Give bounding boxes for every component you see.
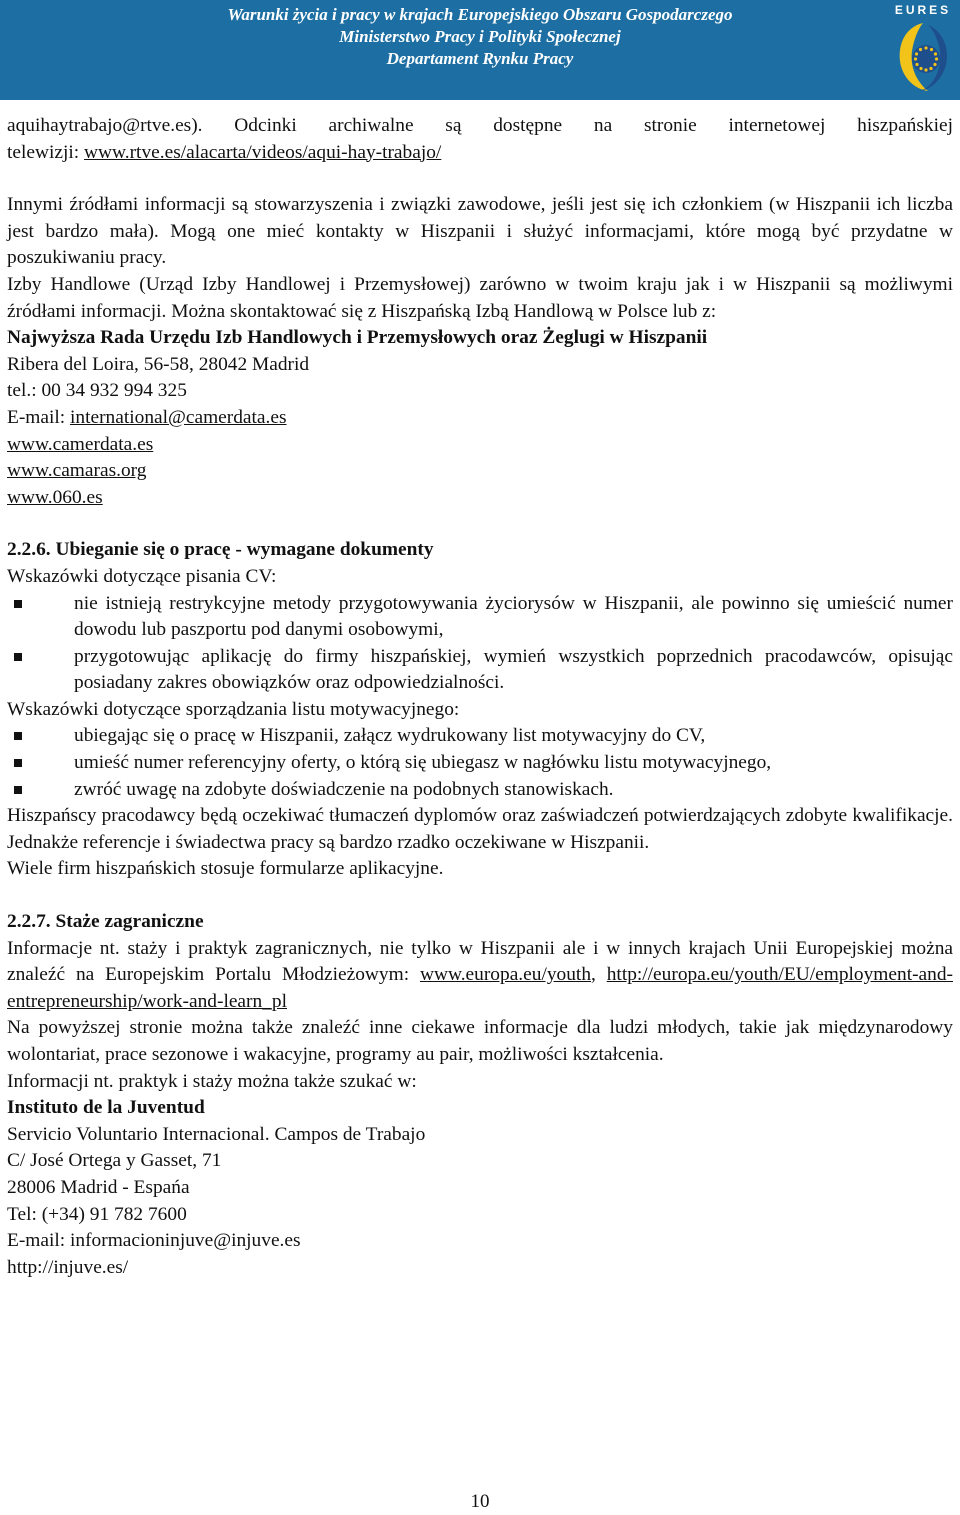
cv-bullet (7, 644, 953, 697)
intro-prefix: telewizji: (7, 141, 84, 163)
eures-emblem-icon (894, 19, 952, 95)
section-2-2-6-heading: 2.2.6. Ubieganie się o pracę - wymagane dokumenty (7, 539, 434, 561)
bullet-square-icon (14, 653, 22, 661)
header-line-3: Departament Rynku Pracy (386, 49, 574, 68)
internships-search-intro: Informacji nt. praktyk i staży można także szukać w: (7, 1070, 417, 1092)
eures-logo (888, 3, 958, 97)
org-website: http://injuve.es/ (7, 1256, 129, 1278)
chamber-name: Najwyższa Rada Urzędu Izb Handlowych i Przemysłowych oraz Żeglugi w Hiszpanii (7, 327, 708, 349)
email-label: E-mail: (7, 406, 71, 428)
bullet-square-icon (14, 786, 22, 794)
cv-bullet (7, 591, 953, 644)
chamber-email-link[interactable]: international@camerdata.es (70, 406, 287, 428)
header-line-1: Warunki życia i pracy w krajach Europejskiego Obszaru Gospodarczego (227, 5, 733, 24)
letter-bullet (7, 750, 953, 777)
bullet-square-icon (14, 759, 22, 767)
letter-bullet (7, 777, 953, 804)
letter-bullet (7, 723, 953, 750)
intro-line-1: aquihaytrabajo@rtve.es). Odcinki archiwalne są dostępne na stronie internetowej hiszpańskiej (7, 115, 953, 136)
letter-bullet-text: ubiegając się o pracę w Hiszpanii, załącz wydrukowany list motywacyjny do CV, (74, 725, 706, 747)
rtve-link[interactable]: www.rtve.es/alacarta/videos/aqui-hay-trabajo/ (84, 141, 442, 163)
org-name: Instituto de la Juventud (7, 1097, 205, 1119)
letter-bullet-text: zwróć uwagę na zdobyte doświadczenie na podobnych stanowiskach. (74, 778, 614, 800)
org-line-1: Servicio Voluntario Internacional. Campos de Trabajo (7, 1123, 426, 1145)
cv-bullet-text: nie istnieją restrykcyjne metody przygotowywania życiorysów w Hiszpanii, ale powinno się umieścić numer dowodu lub paszportu pod danymi osobowymi, (74, 592, 953, 641)
page-body (7, 113, 953, 1281)
org-tel: Tel: (+34) 91 782 7600 (7, 1203, 187, 1225)
application-forms-paragraph: Wiele firm hiszpańskich stosuje formularze aplikacyjne. (7, 858, 444, 880)
europa-work-learn-link[interactable]: http://europa.eu/youth/EU/employment-and-entrepreneurship/work-and-learn_pl (7, 964, 953, 1012)
link-separator: , (591, 964, 607, 986)
section-2-2-7-heading: 2.2.7. Staże zagraniczne (7, 911, 204, 933)
internships-paragraph (7, 936, 953, 1016)
bullet-square-icon (14, 732, 22, 740)
camerdata-link[interactable]: www.camerdata.es (7, 433, 154, 455)
chamber-tel: tel.: 00 34 932 994 325 (7, 380, 187, 402)
cv-bullet-text: przygotowując aplikację do firmy hiszpańskiej, wymień wszystkich poprzednich pracodawców, opisując posiadany zakres obowiązków oraz odpowiedzialności. (74, 645, 953, 694)
sources-paragraph-1: Innymi źródłami informacji są stowarzyszenia i związki zawodowe, jeśli jest się ich członkiem (w Hiszpanii ich liczba jest bardzo mała). Mogą one mieć kontakty w Hiszpanii i służyć informacjami, które mogą być przydatne w poszukiwaniu pracy. (7, 194, 953, 269)
org-city: 28006 Madrid - Espańa (7, 1176, 190, 1198)
060-link[interactable]: www.060.es (7, 486, 103, 508)
europa-youth-link[interactable]: www.europa.eu/youth (419, 964, 592, 986)
chamber-address: Ribera del Loira, 56-58, 28042 Madrid (7, 353, 310, 375)
camaras-link[interactable]: www.camaras.org (7, 460, 147, 482)
sources-paragraph-2: Izby Handlowe (Urząd Izby Handlowej i Przemysłowej) zarówno w twoim kraju jak i w Hiszpanii są możliwymi źródłami informacji. Można skontaktować się z Hiszpańską Izbą Handlową w Polsce lub z: (7, 273, 953, 322)
eures-logo-text: EURES (894, 3, 952, 17)
bullet-square-icon (14, 600, 22, 608)
chamber-email-line (7, 405, 953, 432)
org-email: E-mail: informacioninjuve@injuve.es (7, 1230, 301, 1252)
page-header (0, 0, 960, 100)
cv-tips-intro: Wskazówki dotyczące pisania CV: (7, 565, 277, 587)
employers-paragraph: Hiszpańscy pracodawcy będą oczekiwać tłumaczeń dyplomów oraz zaświadczeń potwierdzających zdobyte kwalifikacje. Jednakże referencje i świadectwa pracy są bardzo rzadko oczekiwane w Hiszpanii. (7, 805, 953, 853)
portal-info-paragraph: Na powyższej stronie można także znaleźć inne ciekawe informacje dla ludzi młodych, takie jak międzynarodowy wolontariat, prace sezonowe i wakacyjne, programy au pair, możliwości kształcenia. (7, 1017, 953, 1065)
letter-tips-intro: Wskazówki dotyczące sporządzania listu motywacyjnego: (7, 698, 460, 720)
header-line-2: Ministerstwo Pracy i Polityki Społecznej (339, 27, 621, 46)
org-address: C/ José Ortega y Gasset, 71 (7, 1150, 222, 1172)
letter-bullet-text: umieść numer referencyjny oferty, o którą się ubiegasz w nagłówku listu motywacyjnego, (74, 752, 772, 774)
internships-text: Informacje nt. staży i praktyk zagranicznych, nie tylko w Hiszpanii ale i w innych krajach Unii Europejskiej można znaleźć na Europejskim Portalu Młodzieżowym: (7, 937, 953, 986)
intro-line-2 (7, 140, 953, 167)
page-number: 10 (470, 1491, 490, 1512)
